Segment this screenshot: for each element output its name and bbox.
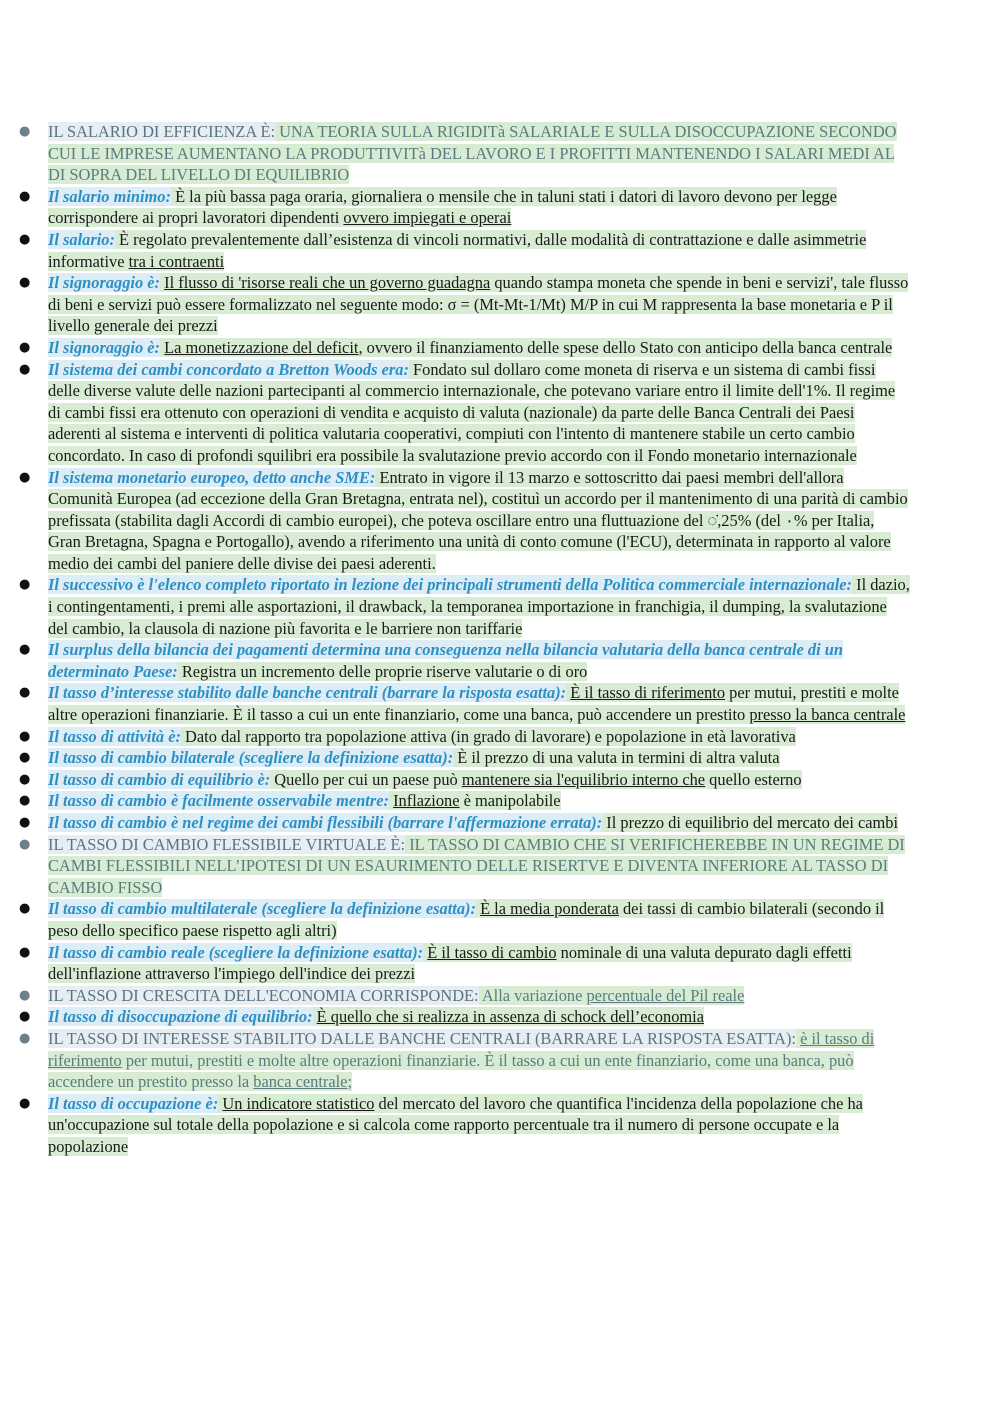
list-item	[19, 790, 910, 812]
list-item	[19, 834, 910, 899]
answer-text	[389, 791, 561, 810]
underlined-answer-segment: Il flusso di 'risorse reali che un governo guadagna	[164, 273, 491, 293]
answer-segment: UNA TEORIA SULLA RIGIDITà SALARIALE E SULLA DISOCCUPAZIONE SECONDO CUI LE IMPRESE AUMENTANO LA PRODUTTIVITà DEL LAVORO E I PROFITTI MANTENENDO I SALARI MEDI AL DI SOPRA DEL LIVELLO DI EQUILIBRIO	[48, 122, 897, 185]
list-item	[19, 747, 910, 769]
answer-segment: Alla variazione	[478, 985, 587, 1005]
answer-segment: per mutui, prestiti e molte altre operazioni finanziarie. È il tasso a cui un ente finanziario, come una banca, può accendere un prestito presso la	[48, 1050, 854, 1092]
question-text: Il tasso di cambio è facilmente osservabile mentre:	[48, 791, 389, 811]
question-text: IL TASSO DI INTERESSE STABILITO DALLE BANCHE CENTRALI (BARRARE LA RISPOSTA ESATTA):	[48, 1028, 796, 1048]
bullet-icon: ●	[19, 1009, 31, 1025]
question-text: Il tasso di cambio reale (scegliere la definizione esatta):	[48, 942, 424, 962]
bullet-icon: ●	[19, 1095, 31, 1111]
bullet-icon: ●	[19, 577, 31, 593]
question-text: Il salario minimo:	[48, 186, 171, 206]
bullet-icon: ●	[19, 771, 31, 787]
underlined-answer-segment: La monetizzazione del deficit	[164, 337, 359, 357]
question-text: Il successivo è l'elenco completo riportato in lezione dei principali strumenti della Politica commerciale internazionale:	[48, 575, 853, 595]
list-item	[19, 337, 910, 359]
answer-segment: È il prezzo di una valuta in termini di altra valuta	[453, 748, 780, 768]
list-item	[19, 121, 910, 186]
bullet-icon: ●	[19, 188, 31, 204]
answer-segment: dei tassi di cambio bilaterali (secondo il peso dello specifico paese rispetto agli altri)	[48, 899, 885, 940]
answer-segment: È regolato prevalentemente dall’esistenza di vincoli normativi, dalle modalità di contrattazione e dalle asimmetrie informative	[48, 229, 867, 271]
list-item	[19, 769, 910, 791]
list-item	[19, 726, 910, 748]
bullet-icon: ●	[19, 1030, 31, 1046]
question-text: Il tasso di attività è:	[48, 726, 181, 746]
underlined-answer-segment: percentuale del Pil reale	[586, 985, 745, 1005]
underlined-answer-segment: È la media ponderata	[480, 899, 619, 919]
bullet-icon: ●	[19, 124, 31, 139]
answer-segment: Entrato in vigore il 13 marzo e sottoscritto dai paesi membri dell'allora Comunità Europea (ad eccezione della Gran Bretagna, entrata nel), costituì un accordo per il mantenimento di una parità di cambio prefissata (stabilita dagli Accordi di cambio europei), che poteva oscillare entro una fluttuazione del ◌̇,25% (del ٠% per Italia, Gran Bretagna, Spagna e Portogallo), avendo a riferimento una unità di conto comune (l'ECU), determinata in rapporto al valore medio dei cambi del paniere delle divise dei paesi aderenti.	[48, 467, 908, 573]
answer-segment: , ovvero il finanziamento delle spese dello Stato con anticipo della banca centrale	[358, 337, 893, 357]
bullet-icon: ●	[19, 685, 31, 701]
answer-segment: ;	[347, 1072, 353, 1092]
question-text: Il salario:	[48, 229, 115, 249]
question-text: Il signoraggio è:	[48, 337, 161, 357]
question-text: IL TASSO DI CAMBIO FLESSIBILE VIRTUALE È:	[48, 834, 406, 854]
underlined-answer-segment: mantenere sia l'equilibrio interno che	[461, 769, 706, 789]
list-item	[19, 639, 910, 682]
bullet-icon: ●	[19, 275, 31, 291]
answer-text	[270, 770, 801, 789]
bullet-icon: ●	[19, 642, 31, 658]
answer-text	[178, 662, 588, 681]
notes-list	[19, 121, 910, 1158]
bullet-icon: ●	[19, 728, 31, 744]
answer-text	[453, 748, 779, 767]
question-text: Il sistema dei cambi concordato a Bretton Woods era:	[48, 359, 409, 379]
list-item	[19, 1093, 910, 1158]
answer-segment: È la più bassa paga oraria, giornaliera o mensile che in taluni stati i datori di lavoro devono per legge corrispondere ai propri lavoratori dipendenti	[48, 186, 837, 228]
bullet-icon: ●	[19, 944, 31, 960]
question-text: IL TASSO DI CRESCITA DELL'ECONOMIA CORRISPONDE:	[48, 985, 479, 1005]
underlined-answer-segment: banca centrale	[253, 1072, 348, 1092]
answer-text	[479, 986, 745, 1005]
list-item	[19, 574, 910, 639]
list-item	[19, 186, 910, 229]
question-text: Il tasso di cambio bilaterale (scegliere la definizione esatta):	[48, 748, 454, 768]
question-text: Il surplus della bilancia dei pagamenti determina una conseguenza nella bilancia valutaria della banca centrale di un determinato Paese:	[48, 640, 844, 681]
answer-segment: IL TASSO DI CAMBIO CHE SI VERIFICHEREBBE IN UN REGIME DI CAMBI FLESSIBILI NELL’IPOTESI DI UN ESAURIMENTO DELLE RISERTVE E DIVENTA INFERIORE AL TASSO DI CAMBIO FISSO	[48, 834, 905, 897]
list-item	[19, 985, 910, 1007]
underlined-answer-segment: è il tasso di riferimento	[48, 1028, 875, 1070]
bullet-icon: ●	[19, 231, 31, 247]
underlined-answer-segment: presso la banca centrale	[749, 705, 906, 725]
answer-segment: Il dazio, i contingentamenti, i premi alle asportazioni, il drawback, la temporanea importazione in franchigia, il dumping, la svalutazione del cambio, la clausola di nazione più favorita e le barriere non tariffarie	[48, 575, 910, 638]
question-text: Il tasso di cambio di equilibrio è:	[48, 769, 271, 789]
answer-text	[313, 1007, 704, 1026]
question-text: Il tasso di cambio è nel regime dei cambi flessibili (barrare l'affermazione errata):	[48, 813, 603, 832]
question-text: Il tasso di occupazione è:	[48, 1093, 219, 1113]
question-text: Il signoraggio è:	[48, 273, 161, 293]
bullet-icon: ●	[19, 901, 31, 917]
answer-segment: nominale di una valuta depurato dagli effetti dell'inflazione attraverso l'impiego dell'indice dei prezzi	[48, 942, 852, 984]
answer-segment: quello esterno	[705, 769, 802, 789]
bullet-icon: ●	[19, 793, 31, 809]
answer-segment: Fondato sul dollaro come moneta di riserva e un sistema di cambi fissi delle diverse valute delle nazioni partecipanti al commercio internazionale, che potevano variare entro il limite dell'1%. Il regime di cambi fissi era ottenuto con operazioni di vendita e acquisto di valuta (nazionale) da parte delle Banca Centrali dei Paesi aderenti al sistema e interventi di politica valutaria cooperativi, compiuti con l'intento di mantenere stabile un certo cambio concordato. In caso di profondi squilibri era possibile la svalutazione previo accordo con il Fondo monetario internazionale	[48, 359, 896, 465]
bullet-icon: ●	[19, 836, 31, 852]
underlined-answer-segment: ovvero impiegati e operai	[343, 208, 512, 228]
answer-segment: Dato dal rapporto tra popolazione attiva (in grado di lavorare) e popolazione in età lavorativa	[180, 726, 796, 746]
answer-text	[48, 230, 866, 271]
underlined-answer-segment: Un indicatore statistico	[222, 1093, 375, 1113]
answer-segment: del mercato del lavoro che quantifica l'incidenza della popolazione che ha un'occupazione sul totale della popolazione e si calcola come rapporto percentuale tra il numero di persone occupate e la popolazione	[48, 1093, 863, 1156]
underlined-answer-segment: È il tasso di riferimento	[570, 683, 726, 703]
question-text: Il sistema monetario europeo, detto anche SME:	[48, 467, 376, 487]
list-item	[19, 942, 910, 985]
list-item	[19, 272, 910, 337]
list-item	[19, 1028, 910, 1093]
question-text: IL SALARIO DI EFFICIENZA È:	[48, 122, 276, 141]
answer-segment: Quello per cui un paese può	[270, 769, 462, 789]
list-item	[19, 467, 910, 575]
list-item	[19, 359, 910, 467]
list-item	[19, 812, 910, 834]
answer-segment: per mutui, prestiti e molte altre operazioni finanziarie. È il tasso a cui un ente finanziario, come una banca, può accendere un prestito	[48, 683, 899, 725]
underlined-answer-segment: tra i contraenti	[128, 251, 225, 271]
bullet-icon: ●	[19, 339, 31, 355]
question-text: Il tasso d’interesse stabilito dalle banche centrali (barrare la risposta esatta):	[48, 683, 567, 703]
answer-text	[181, 727, 796, 746]
bullet-icon: ●	[19, 815, 31, 830]
answer-segment: quando stampa moneta che spende in beni e servizi', tale flusso di beni e servizi può essere formalizzato nel seguente modo: σ = (Mt-Mt-1/Mt) M/P in cui M rappresenta la base monetaria e P il livello generale dei prezzi	[48, 273, 909, 336]
underlined-answer-segment: È quello che si realizza in assenza di schock dell’economia	[316, 1007, 704, 1027]
answer-text	[160, 338, 892, 357]
bullet-icon: ●	[19, 361, 31, 377]
list-item	[19, 682, 910, 725]
answer-segment: è manipolabile	[459, 791, 561, 811]
question-text: Il tasso di disoccupazione di equilibrio:	[48, 1007, 313, 1027]
answer-text	[48, 273, 908, 335]
list-item	[19, 229, 910, 272]
bullet-icon: ●	[19, 469, 31, 485]
list-item	[19, 898, 910, 941]
answer-text	[602, 813, 898, 832]
answer-segment: Registra un incremento delle proprie riserve valutarie o di oro	[177, 661, 588, 681]
list-item	[19, 1006, 910, 1028]
question-text: Il tasso di cambio multilaterale (scegliere la definizione esatta):	[48, 899, 476, 919]
underlined-answer-segment: È il tasso di cambio	[427, 942, 557, 962]
underlined-answer-segment: Inflazione	[393, 791, 460, 811]
bullet-icon: ●	[19, 750, 31, 766]
bullet-icon: ●	[19, 987, 31, 1003]
answer-segment: Il prezzo di equilibrio del mercato dei cambi	[602, 813, 899, 832]
